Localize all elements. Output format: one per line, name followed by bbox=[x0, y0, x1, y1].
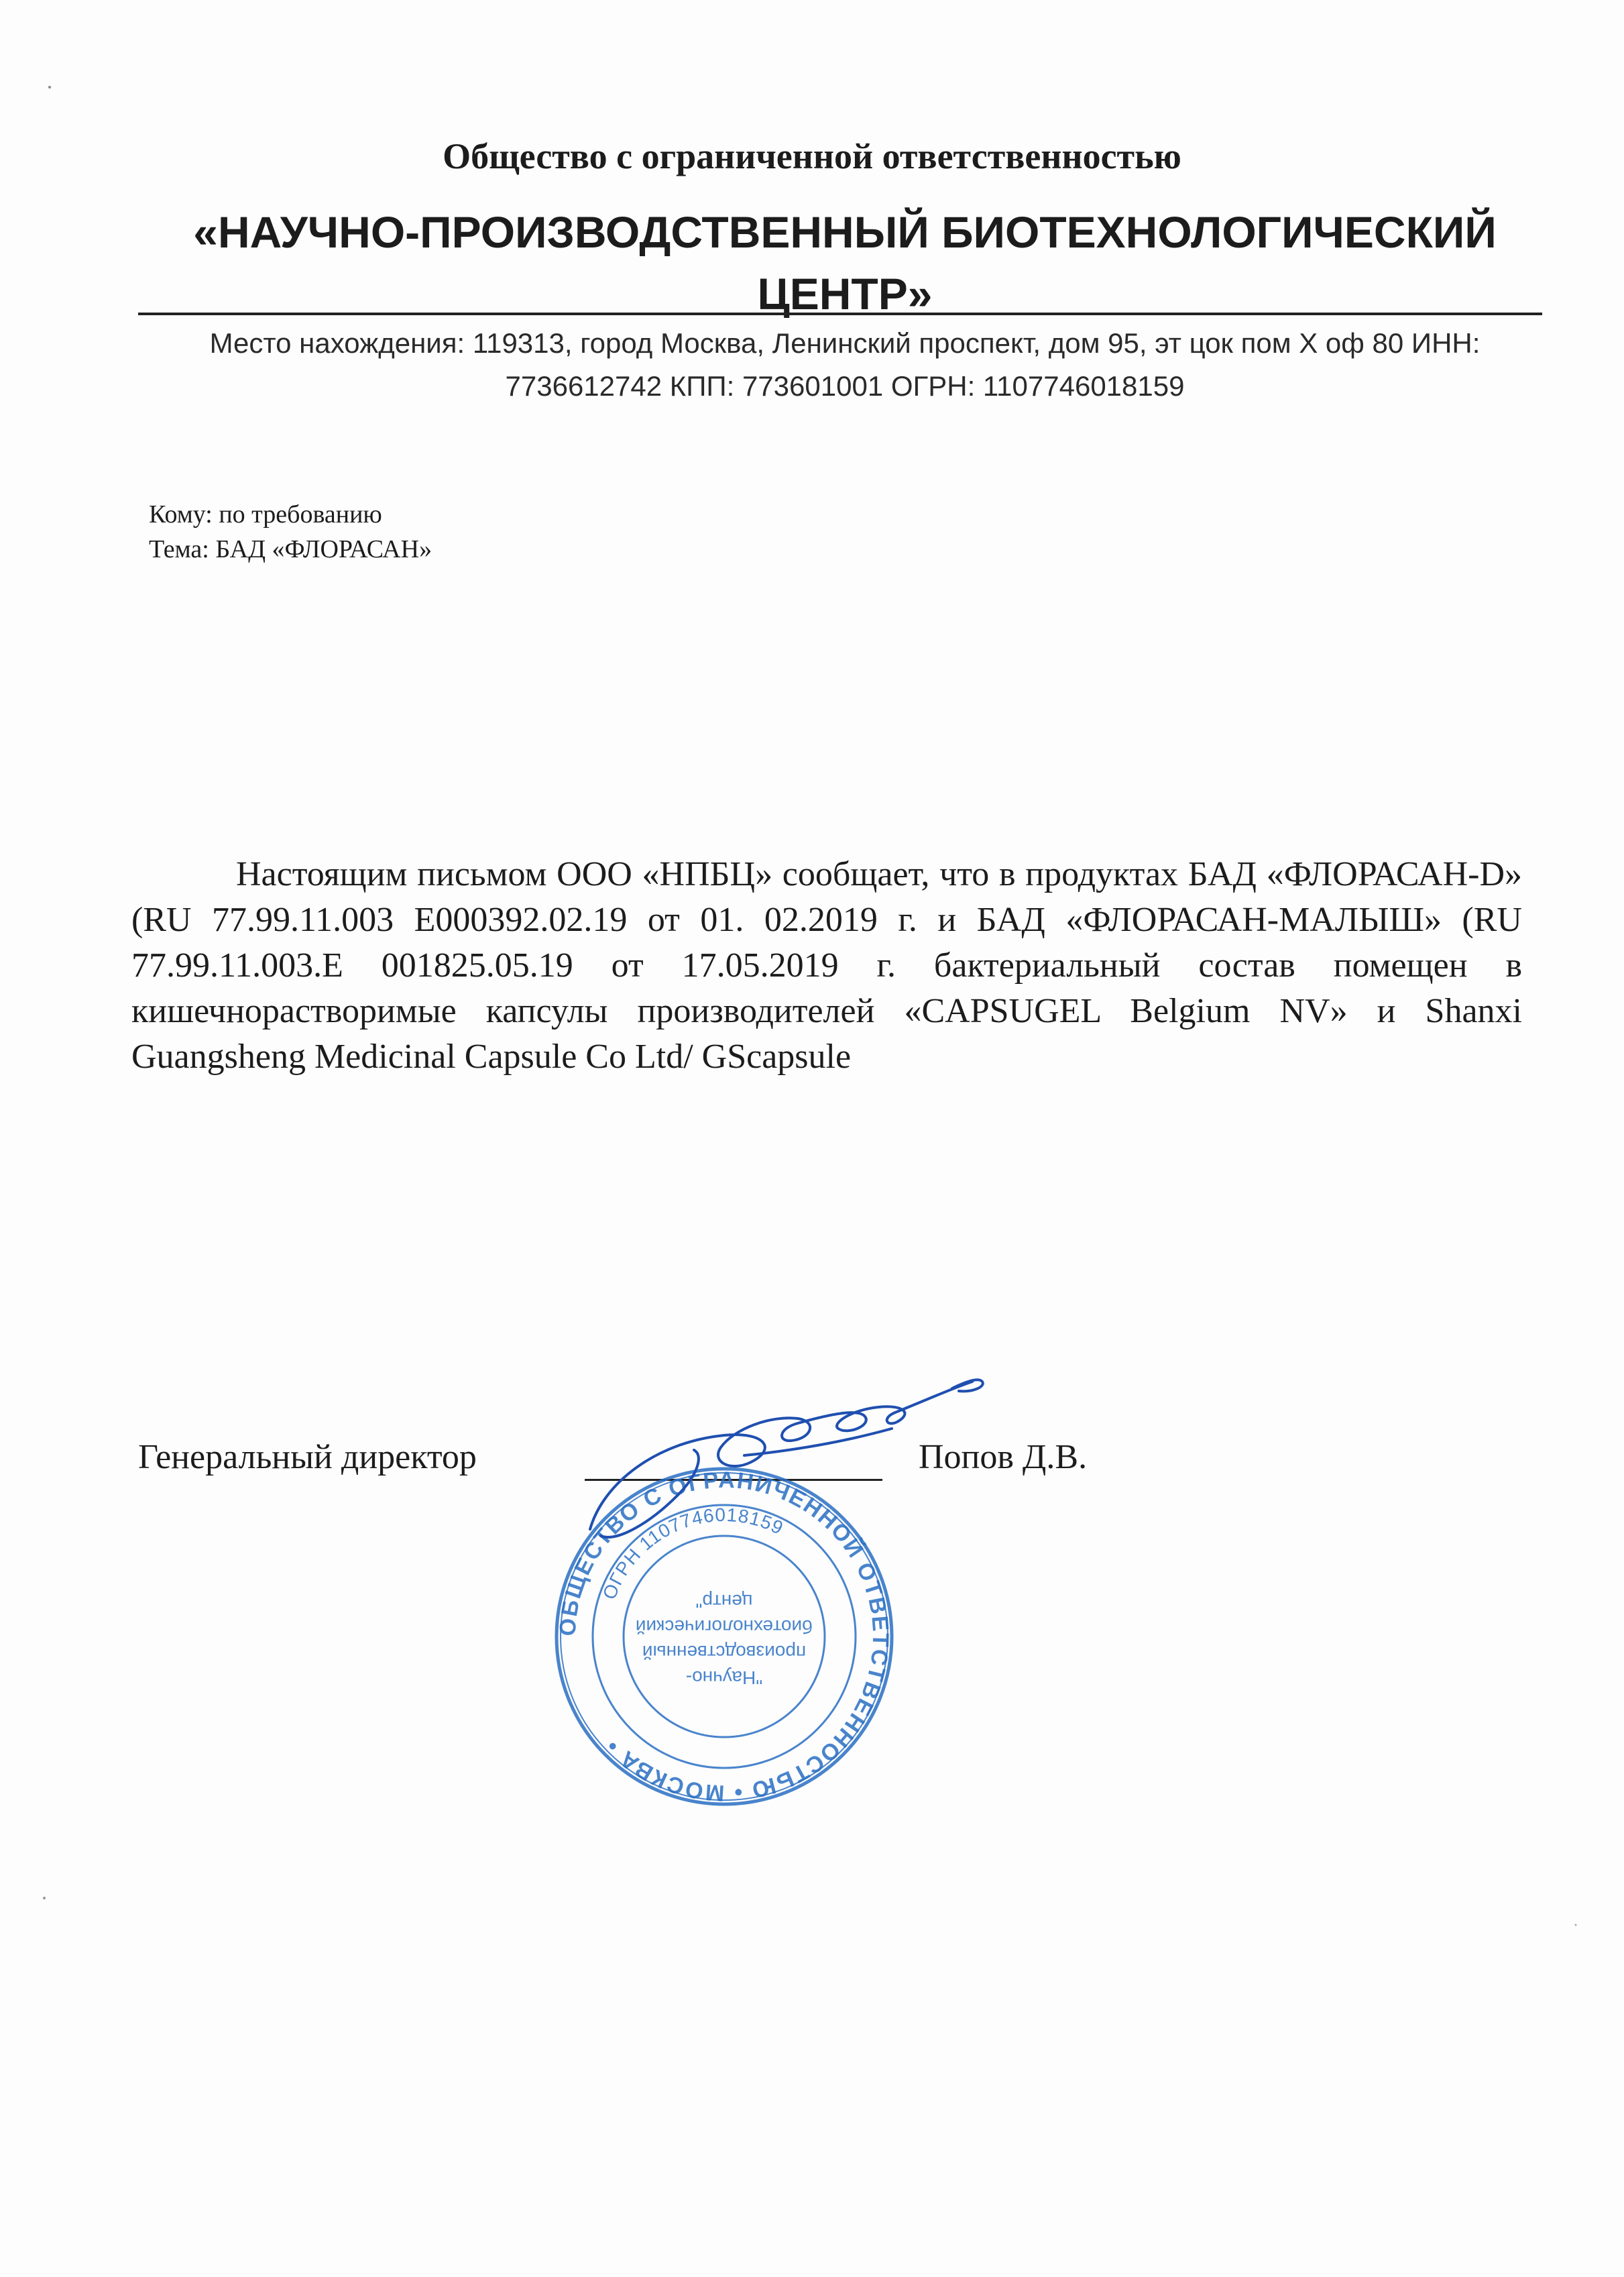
handwritten-signature bbox=[577, 1362, 992, 1563]
stamp-center-line-4: центр" bbox=[695, 1591, 753, 1612]
org-address: Место нахождения: 119313, город Москва, Ленинский проспект, дом 95, эт цок пом Х оф 80 ИНН: 7736612742 КПП: 773601001 ОГРН: 1107746018159 bbox=[209, 327, 1481, 402]
stamp-outer-text: ОБЩЕСТВО С ОГРАНИЧЕННОЙ ОТВЕТСТВЕННОСТЬЮ • МОСКВА • bbox=[555, 1467, 894, 1806]
letter-body bbox=[131, 852, 1522, 1080]
recipient-line: Кому: по требованию bbox=[149, 500, 382, 529]
stamp-center-line-2: производственный bbox=[642, 1642, 807, 1663]
signatory-name: Попов Д.В. bbox=[919, 1438, 1088, 1476]
subject-line: Тема: БАД «ФЛОРАСАН» bbox=[149, 535, 432, 563]
stamp-ogrn-text: ОГРН 1107746018159 bbox=[598, 1504, 787, 1602]
stamp-center-line-1: "Научно- bbox=[685, 1667, 763, 1688]
stamp-center-line-3: биотехнологический bbox=[635, 1616, 813, 1637]
org-name-heading: «НАУЧНО-ПРОИЗВОДСТВЕННЫЙ БИОТЕХНОЛОГИЧЕСКИЙ ЦЕНТР» bbox=[193, 207, 1497, 319]
header-divider bbox=[138, 313, 1542, 315]
body-paragraph: Настоящим письмом ООО «НПБЦ» сообщает, что в продуктах БАД «ФЛОРАСАН-D» (RU 77.99.11.003 Е000392.02.19 от 01. 02.2019 г. и БАД «ФЛОРАСАН-МАЛЫШ» (RU 77.99.11.003.Е 001825.05.19 от 17.05.2019 г. бактериальный состав помещен в кишечнорастворимые капсулы производителей «CAPSUGEL Belgium NV» и Shanxi Guangsheng Medicinal Capsule Co Ltd/ GScapsule bbox=[131, 855, 1522, 1076]
signatory-title: Генеральный директор bbox=[138, 1438, 477, 1476]
org-form-heading: Общество с ограниченной ответственностью bbox=[443, 136, 1181, 176]
